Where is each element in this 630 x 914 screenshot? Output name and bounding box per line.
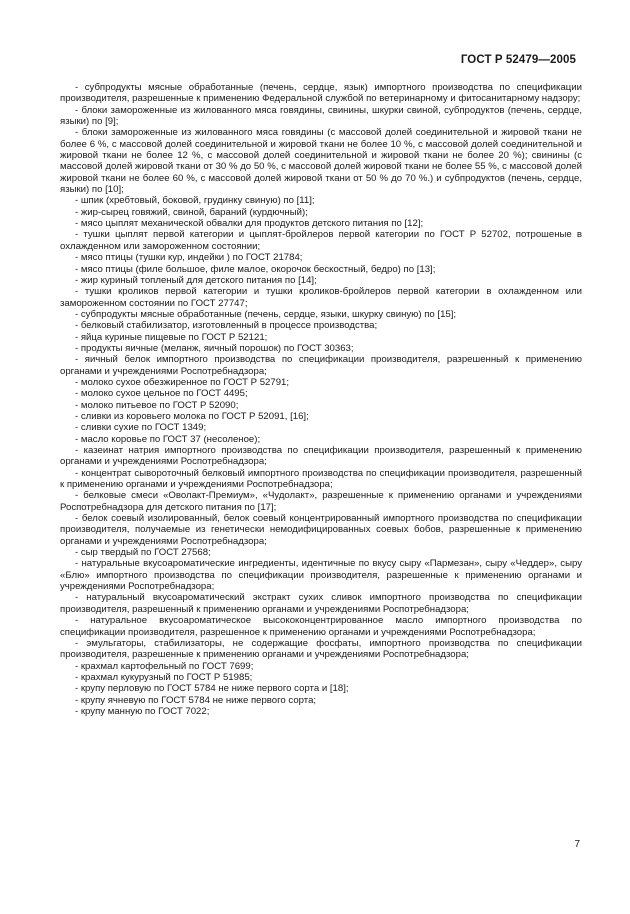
list-item: - яичный белок импортного производства по спецификации производителя, разрешенный к применению органами и учреждениями Роспотребнадзора; [60, 354, 582, 377]
list-item: - сливки сухие по ГОСТ 1349; [75, 422, 207, 434]
list-item: - казеинат натрия импортного производства по спецификации производителя, разрешенный к применению органами и учреждениями Роспотребнадзора; [60, 445, 582, 468]
list-item: - блоки замороженные из жилованного мяса говядины (с массовой долей соединительной и жировой ткани не более 6 %, с массовой долей соединительной и жировой ткани не более 10 %, с массовой долей соединительной и жировой ткани не более 12 %, с массовой долей соединительной и жировой ткани не более 20 %); свинины (с массовой долей жировой ткани от 30 % до 50 %, с массовой долей жировой ткани не более 55 %, с массовой долей жировой ткани не более 60 %, с массовой долей жировой ткани от 50 % до 70 %.) и субпродуктов (печень, сердце, языки) по [10]; [60, 127, 582, 196]
list-item: - масло коровье по ГОСТ 37 (несоленое); [75, 433, 261, 445]
list-item: - белковый стабилизатор, изготовленный в процессе производства; [75, 320, 378, 332]
list-item: - концентрат сывороточный белковый импортного производства по спецификации производителя, разрешенный к применению органами и учреждениями Роспотребнадзора; [60, 467, 582, 491]
list-item: - жир куриный топленый для детского питания по [14]; [75, 274, 317, 286]
page-number: 7 [574, 839, 580, 850]
list-item: - субпродукты мясные обработанные (печень, сердце, языки, шкурку свиную) по [15]; [75, 308, 457, 320]
list-item: - крупу манную по ГОСТ 7022; [75, 705, 210, 717]
list-item: - мясо цыплят механической обвалки для продуктов детского питания по [12]; [75, 218, 424, 230]
list-item: - сыр твердый по ГОСТ 27568; [75, 547, 211, 559]
list-item: - натуральные вкусоароматические ингредиенты, идентичные по вкусу сыру «Пармезан», сыру «Чеддер», сыру «Блю» импортного производства по спецификации производителя, разрешенные к применению органами и учреждениями Роспотребнадзора; [60, 558, 582, 593]
list-item: - блоки замороженные из жилованного мяса говядины, свинины, шкурки свиной, субпродуктов (печень, сердце, языки) по [9]; [60, 104, 582, 128]
list-item: - белковые смеси «Оволакт-Премиум», «Чудолакт», разрешенные к применению органами и учреждениями Роспотребнадзора для детского питания по [17]; [60, 490, 582, 513]
list-item: - молоко сухое цельное по ГОСТ 4495; [75, 388, 248, 400]
list-item: - субпродукты мясные обработанные (печень, сердце, язык) импортного производства по спецификации производителя, разрешенные к применению Федеральной службой по ветеринарному и фитосанитарному надзору; [60, 82, 582, 105]
list-item: - белок соевый изолированный, белок соевый концентрированный импортного производства по спецификации производителя, получаемые из генетически немодифицированных соевых бобов, разрешенные к применению органами и учреждениями Роспотребнадзора; [60, 513, 582, 547]
list-item: - тушки кроликов первой категории и тушки кроликов-бройлеров первой категории в охлажденном или замороженном состоянии по ГОСТ 27747; [60, 286, 582, 309]
list-item: - мясо птицы (филе большое, филе малое, окорочок бескостный, бедро) по [13]; [75, 263, 436, 275]
list-item: - молоко питьевое по ГОСТ Р 52090; [75, 399, 239, 411]
list-item: - шпик (хребтовый, боковой, грудинку свиную) по [11]; [75, 195, 315, 207]
list-item: - натуральный вкусоароматический экстракт сухих сливок импортного производства по спецификации производителя, разрешенный к применению органами и учреждениями Роспотребнадзора; [60, 592, 582, 615]
document-body [60, 82, 582, 717]
list-item: - крахмал картофельный по ГОСТ 7699; [75, 660, 254, 672]
list-item: - эмульгаторы, стабилизаторы, не содержащие фосфаты, импортного производства по спецификации производителя, разрешенные к применению органами и учреждениями Роспотребнадзора; [60, 637, 582, 661]
list-item: - крупу перловую по ГОСТ 5784 не ниже первого сорта и [18]; [75, 683, 349, 695]
list-item: - крупу ячневую по ГОСТ 5784 не ниже первого сорта; [75, 694, 317, 706]
document-code-header: ГОСТ Р 52479—2005 [460, 54, 576, 66]
list-item: - мясо птицы (тушки кур, индейки ) по ГОСТ 21784; [75, 252, 303, 264]
list-item: - яйца куриные пищевые по ГОСТ Р 52121; [75, 331, 268, 343]
list-item: - молоко сухое обезжиренное по ГОСТ Р 52791; [75, 376, 290, 388]
list-item: - натуральное вкусоароматическое высококонцентрированное масло импортного производства по спецификации производителя, разрешенное к применению органами и учреждениями Роспотребнадзора; [60, 615, 582, 638]
list-item: - продукты яичные (меланж, яичный порошок) по ГОСТ 30363; [75, 342, 354, 354]
list-item: - сливки из коровьего молока по ГОСТ Р 52091, [16]; [75, 410, 309, 422]
list-item: - тушки цыплят первой категории и цыплят-бройлеров первой категории по ГОСТ Р 52702, потрошеные в охлажденном или замороженном состоянии; [60, 229, 582, 252]
list-item: - крахмал кукурузный по ГОСТ Р 51985; [75, 671, 253, 683]
list-item: - жир-сырец говяжий, свиной, бараний (курдючный); [75, 206, 308, 218]
